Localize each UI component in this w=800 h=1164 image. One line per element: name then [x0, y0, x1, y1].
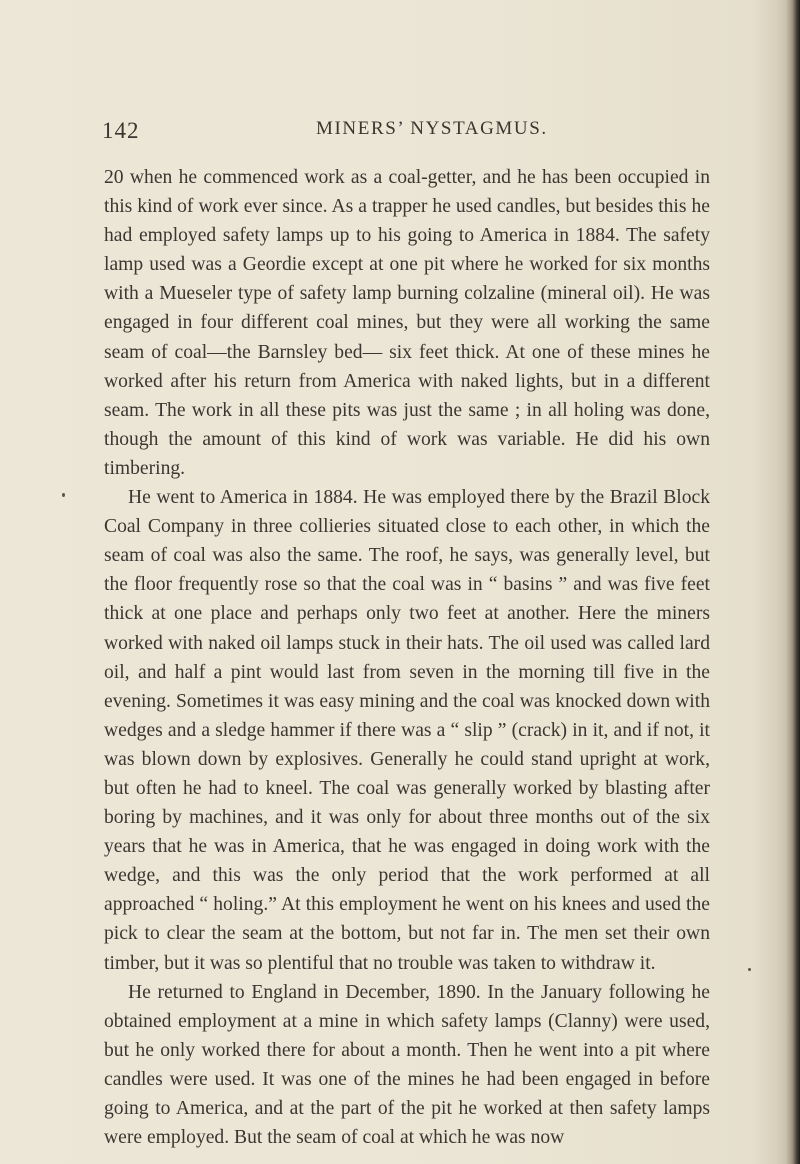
page-header [102, 118, 710, 152]
running-head: MINERS’ NYSTAGMUS. [316, 118, 548, 139]
page-number: 142 [102, 118, 140, 143]
binding-edge [786, 0, 800, 1164]
paragraph-3: He returned to England in December, 1890. In the January following he obtained employment at a mine in which safety lamps (Clanny) were used, but he only worked there for about a month. Then he went into a pit where candles were used. It was one of the mines he had been engaged in before going to America, and at the part of the pit he worked at then safety lamps were employed. But the seam of coal at which he was now [104, 981, 710, 1149]
ink-speck [62, 493, 65, 497]
paragraph-2: He went to America in 1884. He was employed there by the Brazil Block Coal Company in three collieries situated close to each other, in which the seam of coal was also the same. The roof, he says, was generally level, but the floor frequently rose so that the coal was in “ basins ” and was five feet thick at one place and perhaps only two feet at another. Here the miners worked with naked oil lamps stuck in their hats. The oil used was called lard oil, and half a pint would last from seven in the morning till five in the evening. Sometimes it was easy mining and the coal was knocked down with wedges and a sledge hammer if there was a “ slip ” (crack) in it, and if not, it was blown down by explosives. Generally he could stand upright at work, but often he had to kneel. The coal was generally worked by blasting after boring by machines, and it was only for about three months out of the six years that he was in America, that he was engaged in doing work with the wedge, and this was the only period that the work performed at all approached “ holing.” At this employment he went on his knees and used the pick to clear the seam at the bottom, but not far in. The men set their own timber, but it was so plentiful that no trouble was taken to withdraw it. [104, 487, 710, 974]
paragraph-1: 20 when he commenced work as a coal-getter, and he has been occupied in this kind of work ever since. As a trapper he used candles, but besides this he had employed safety lamps up to his going to America in 1884. The safety lamp used was a Geordie except at one pit where he worked for six months with a Mueseler type of safety lamp burning colzaline (mineral oil). He was engaged in four different coal mines, but they were all working the same seam of coal—the Barnsley bed— six feet thick. At one of these mines he worked after his return from America with naked lights, but in a different seam. The work in all these pits was just the same ; in all holing was done, though the amount of this kind of work was variable. He did his own timbering. [104, 167, 710, 479]
ink-speck [748, 968, 751, 971]
body-text [104, 163, 710, 1152]
